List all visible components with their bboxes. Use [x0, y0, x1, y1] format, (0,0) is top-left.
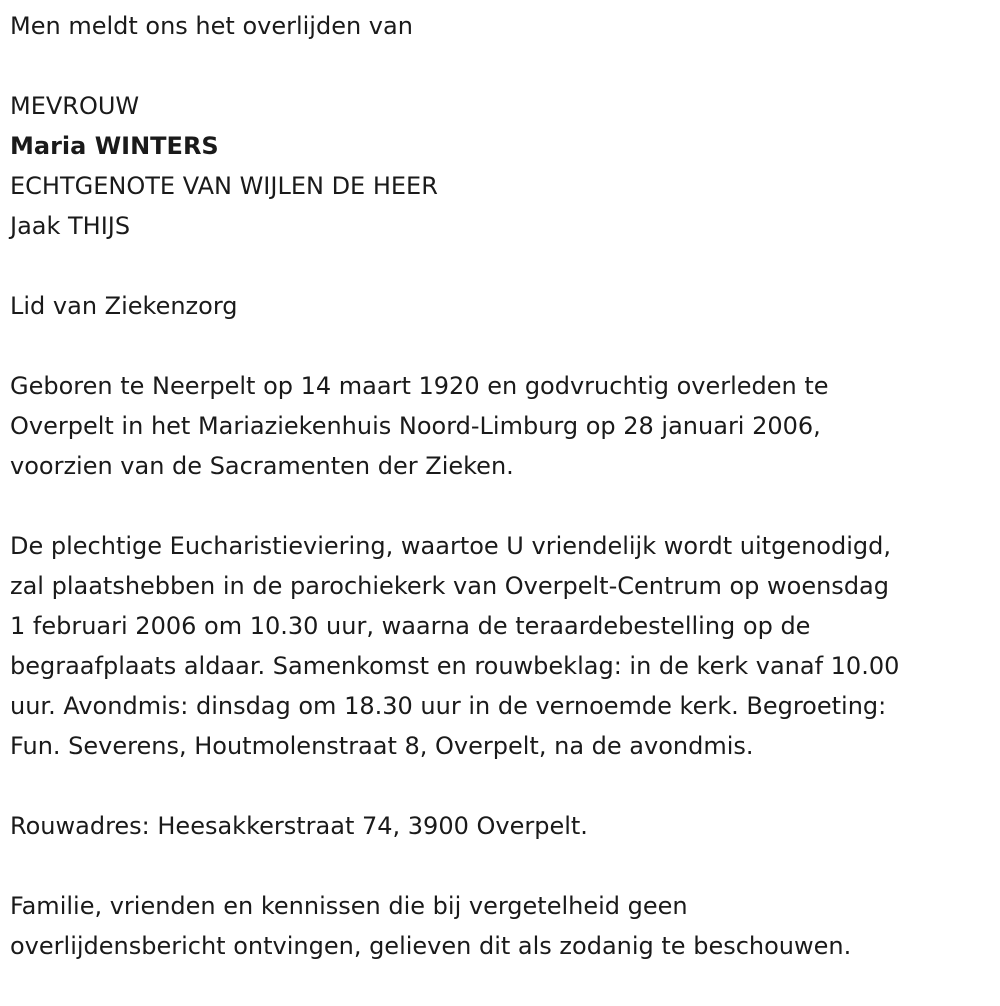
closing-paragraph [10, 886, 995, 966]
spacer [10, 246, 995, 286]
spacer [10, 846, 995, 886]
membership-text: Lid van Ziekenzorg [10, 292, 238, 320]
paragraph-line: Geboren te Neerpelt op 14 maart 1920 en godvruchtig overleden te [10, 372, 829, 400]
paragraph-line: overlijdensbericht ontvingen, gelieven dit als zodanig te beschouwen. [10, 932, 852, 960]
spacer [10, 486, 995, 526]
paragraph-line: begraafplaats aldaar. Samenkomst en rouwbeklag: in de kerk vanaf 10.00 [10, 652, 900, 680]
paragraph-line: Fun. Severens, Houtmolenstraat 8, Overpelt, na de avondmis. [10, 732, 754, 760]
paragraph-line: voorzien van de Sacramenten der Zieken. [10, 452, 514, 480]
paragraph-line: De plechtige Eucharistieviering, waartoe U vriendelijk wordt uitgenodigd, [10, 532, 891, 560]
relation-text: ECHTGENOTE VAN WIJLEN DE HEER [10, 172, 438, 200]
deceased-name: Maria WINTERS [10, 132, 219, 160]
paragraph-line: zal plaatshebben in de parochiekerk van Overpelt-Centrum op woensdag [10, 572, 889, 600]
mourning-address: Rouwadres: Heesakkerstraat 74, 3900 Overpelt. [10, 812, 588, 840]
spacer [10, 766, 995, 806]
ceremony-paragraph [10, 526, 995, 766]
paragraph-line: uur. Avondmis: dinsdag om 18.30 uur in de vernoemde kerk. Begroeting: [10, 692, 887, 720]
paragraph-line: Overpelt in het Mariaziekenhuis Noord-Limburg op 28 januari 2006, [10, 412, 821, 440]
intro-text: Men meldt ons het overlijden van [10, 12, 413, 40]
spouse-name: Jaak THIJS [10, 212, 131, 240]
spacer [10, 46, 995, 86]
honorific-title: MEVROUW [10, 92, 140, 120]
birth-death-paragraph [10, 366, 995, 486]
paragraph-line: 1 februari 2006 om 10.30 uur, waarna de teraardebestelling op de [10, 612, 811, 640]
obituary-notice [10, 0, 995, 966]
spacer [10, 326, 995, 366]
paragraph-line: Familie, vrienden en kennissen die bij vergetelheid geen [10, 892, 688, 920]
